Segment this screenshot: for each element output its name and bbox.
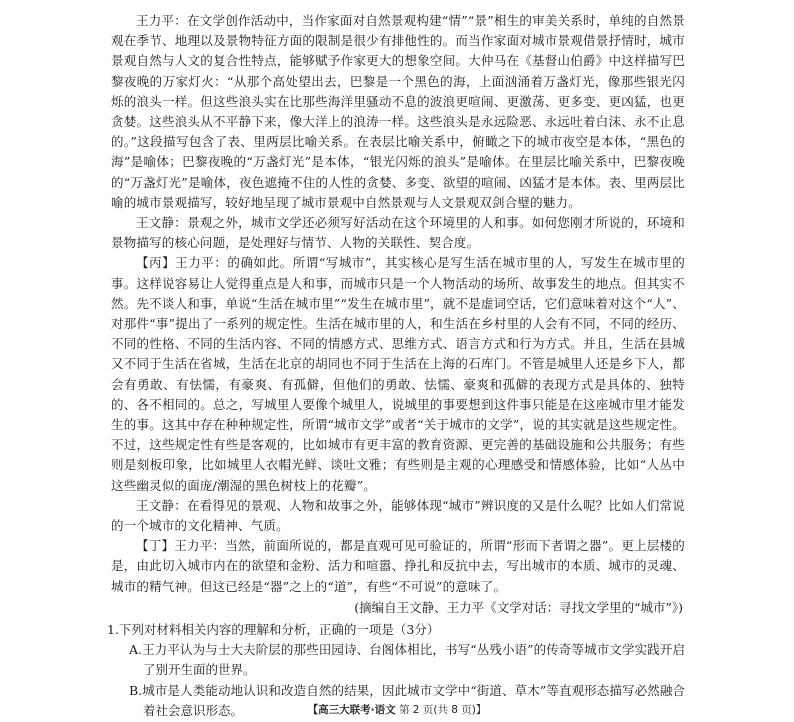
option-a: A.王力平认为与士大夫阶层的那些田园诗、台阁体相比，书写“丛残小语”的传奇等城市文学实践开启了别开生面的世界。 bbox=[129, 641, 685, 678]
paragraph-ding-city-spirit: 【丁】王力平：当然，前面所说的，都是直观可见可验证的，所谓“形而下者谓之器”。更上层楼的是，由此切入城市内在的欲望和金粉、活力和喧嚣、挣扎和反抗中去，写出城市的本质、城市的灵魂、城市的精气神。但这已经是“器”之上的“道”，有些“不可说”的意味了。 bbox=[111, 538, 685, 594]
question-1-title: 1.下列对材料相关内容的理解和分析，正确的一项是（3分） bbox=[107, 621, 440, 637]
paragraph-wang-wenjing-question-2: 王文静：在看得见的景观、人物和故事之外，能够体现“城市”辨识度的又是什么呢？比如人们常说的一个城市的文化精神、气质。 bbox=[111, 497, 685, 534]
paragraph-wang-wenjing-question-1: 王文静：景观之外，城市文学还必须写好活动在这个环境里的人和事。如何您刚才所说的，环境和景物描写的核心问题，是处理好与情节、人物的关联性、契合度。 bbox=[111, 215, 685, 251]
article-body bbox=[107, 11, 685, 722]
footer-page-number: 第 2 页(共 8 页)】 bbox=[398, 704, 487, 716]
option-b: B.城市是人类能动地认识和改造自然的结果，因此城市文学中“街道、草木”等直观形态描写必然融合着社会意识形态。 bbox=[129, 682, 685, 719]
page-footer bbox=[0, 703, 794, 717]
paragraph-wang-liping-landscape: 王力平：在文学创作活动中，当作家面对自然景观构建“情”“景”相生的审美关系时，单纯的自然景观在季节、地理以及景物特征方面的限制是很少有排他性的。而当作家面对城市景观借景抒情时，城市景观自然与人文的复合性特点，能够赋予作家更大的想象空间。大仲马在《基督山伯爵》中这样描写巴黎夜晚的万家灯火：“从那个高处望出去，巴黎是一个黑色的海，上面汹涌着万盏灯光，像那些银光闪烁的浪头一样。但这些浪头实在比那些海洋里骚动不息的波浪更喧闹、更激荡、更多变、更凶猛，也更贪婪。这些浪头从不平静下来，像大洋上的浪涛一样。这些浪头是永远险恶、永远吐着白沫、永不止息的。”这段描写包含了表、里两层比喻关系。在表层比喻关系中，俯瞰之下的城市夜空是本体，“黑色的海”是喻体；巴黎夜晚的“万盏灯光”是本体，“银光闪烁的浪头”是喻体。在里层比喻关系中，巴黎夜晚的“万盏灯光”是喻体，夜色遮掩不住的人性的贪婪、多变、欲望的喧闹、凶猛才是本体。表、里两层比喻的城市景观描写，较好地呈现了城市景观中自然景观与人文景观双剑合璧的魅力。 bbox=[111, 13, 685, 210]
source-citation: (摘编自王文静、王力平《文学对话：寻找文学里的“城市”》) bbox=[354, 599, 683, 615]
paragraph-bing-city-people: 【丙】王力平：的确如此。所谓“写城市”，其实核心是写生活在城市里的人，写发生在城市里的事。这样说容易让人觉得重点是人和事，而城市只是一个人物活动的场所、故事发生的地点。但其实不然。先不谈人和事，单说“生活在城市里”“发生在城市里”，就不是虚词空话，它们意味着对这个“人”、对那件“事”提出了一系列的规定性。生活在城市里的人，和生活在乡村里的人会有不同，不同的经历、不同的性格、不同的生活内容、不同的情感方式、思维方式、语言方式和行为方式。并且，生活在县城又不同于生活在省城，生活在北京的胡同也不同于生活在上海的石库门。不管是城里人还是乡下人，都会有勇敢、有怯懦，有豪爽、有孤僻，但他们的勇敢、怯懦、豪爽和孤僻的表现方式是具体的、独特的、各不相同的。总之，写城里人要像个城里人，说城里的事要想到这件事只能是在这座城市里才能发生的事。这其中存在种种规定性，所谓“城市文学”或者“关于城市的文学”，说的其实就是这些规定性。不过，这些规定性有些是客观的，比如城市有更丰富的教育资源、更完善的基础设施和公共服务；有些则是刻板印象，比如城里人衣帽光鲜、谈吐文雅；有些则是主观的心理感受和情感体验，比如“人丛中这些幽灵似的面庞/潮湿的黑色树枝上的花瓣”。 bbox=[111, 255, 685, 493]
footer-exam-name: 【高三大联考·语文 bbox=[307, 704, 396, 716]
